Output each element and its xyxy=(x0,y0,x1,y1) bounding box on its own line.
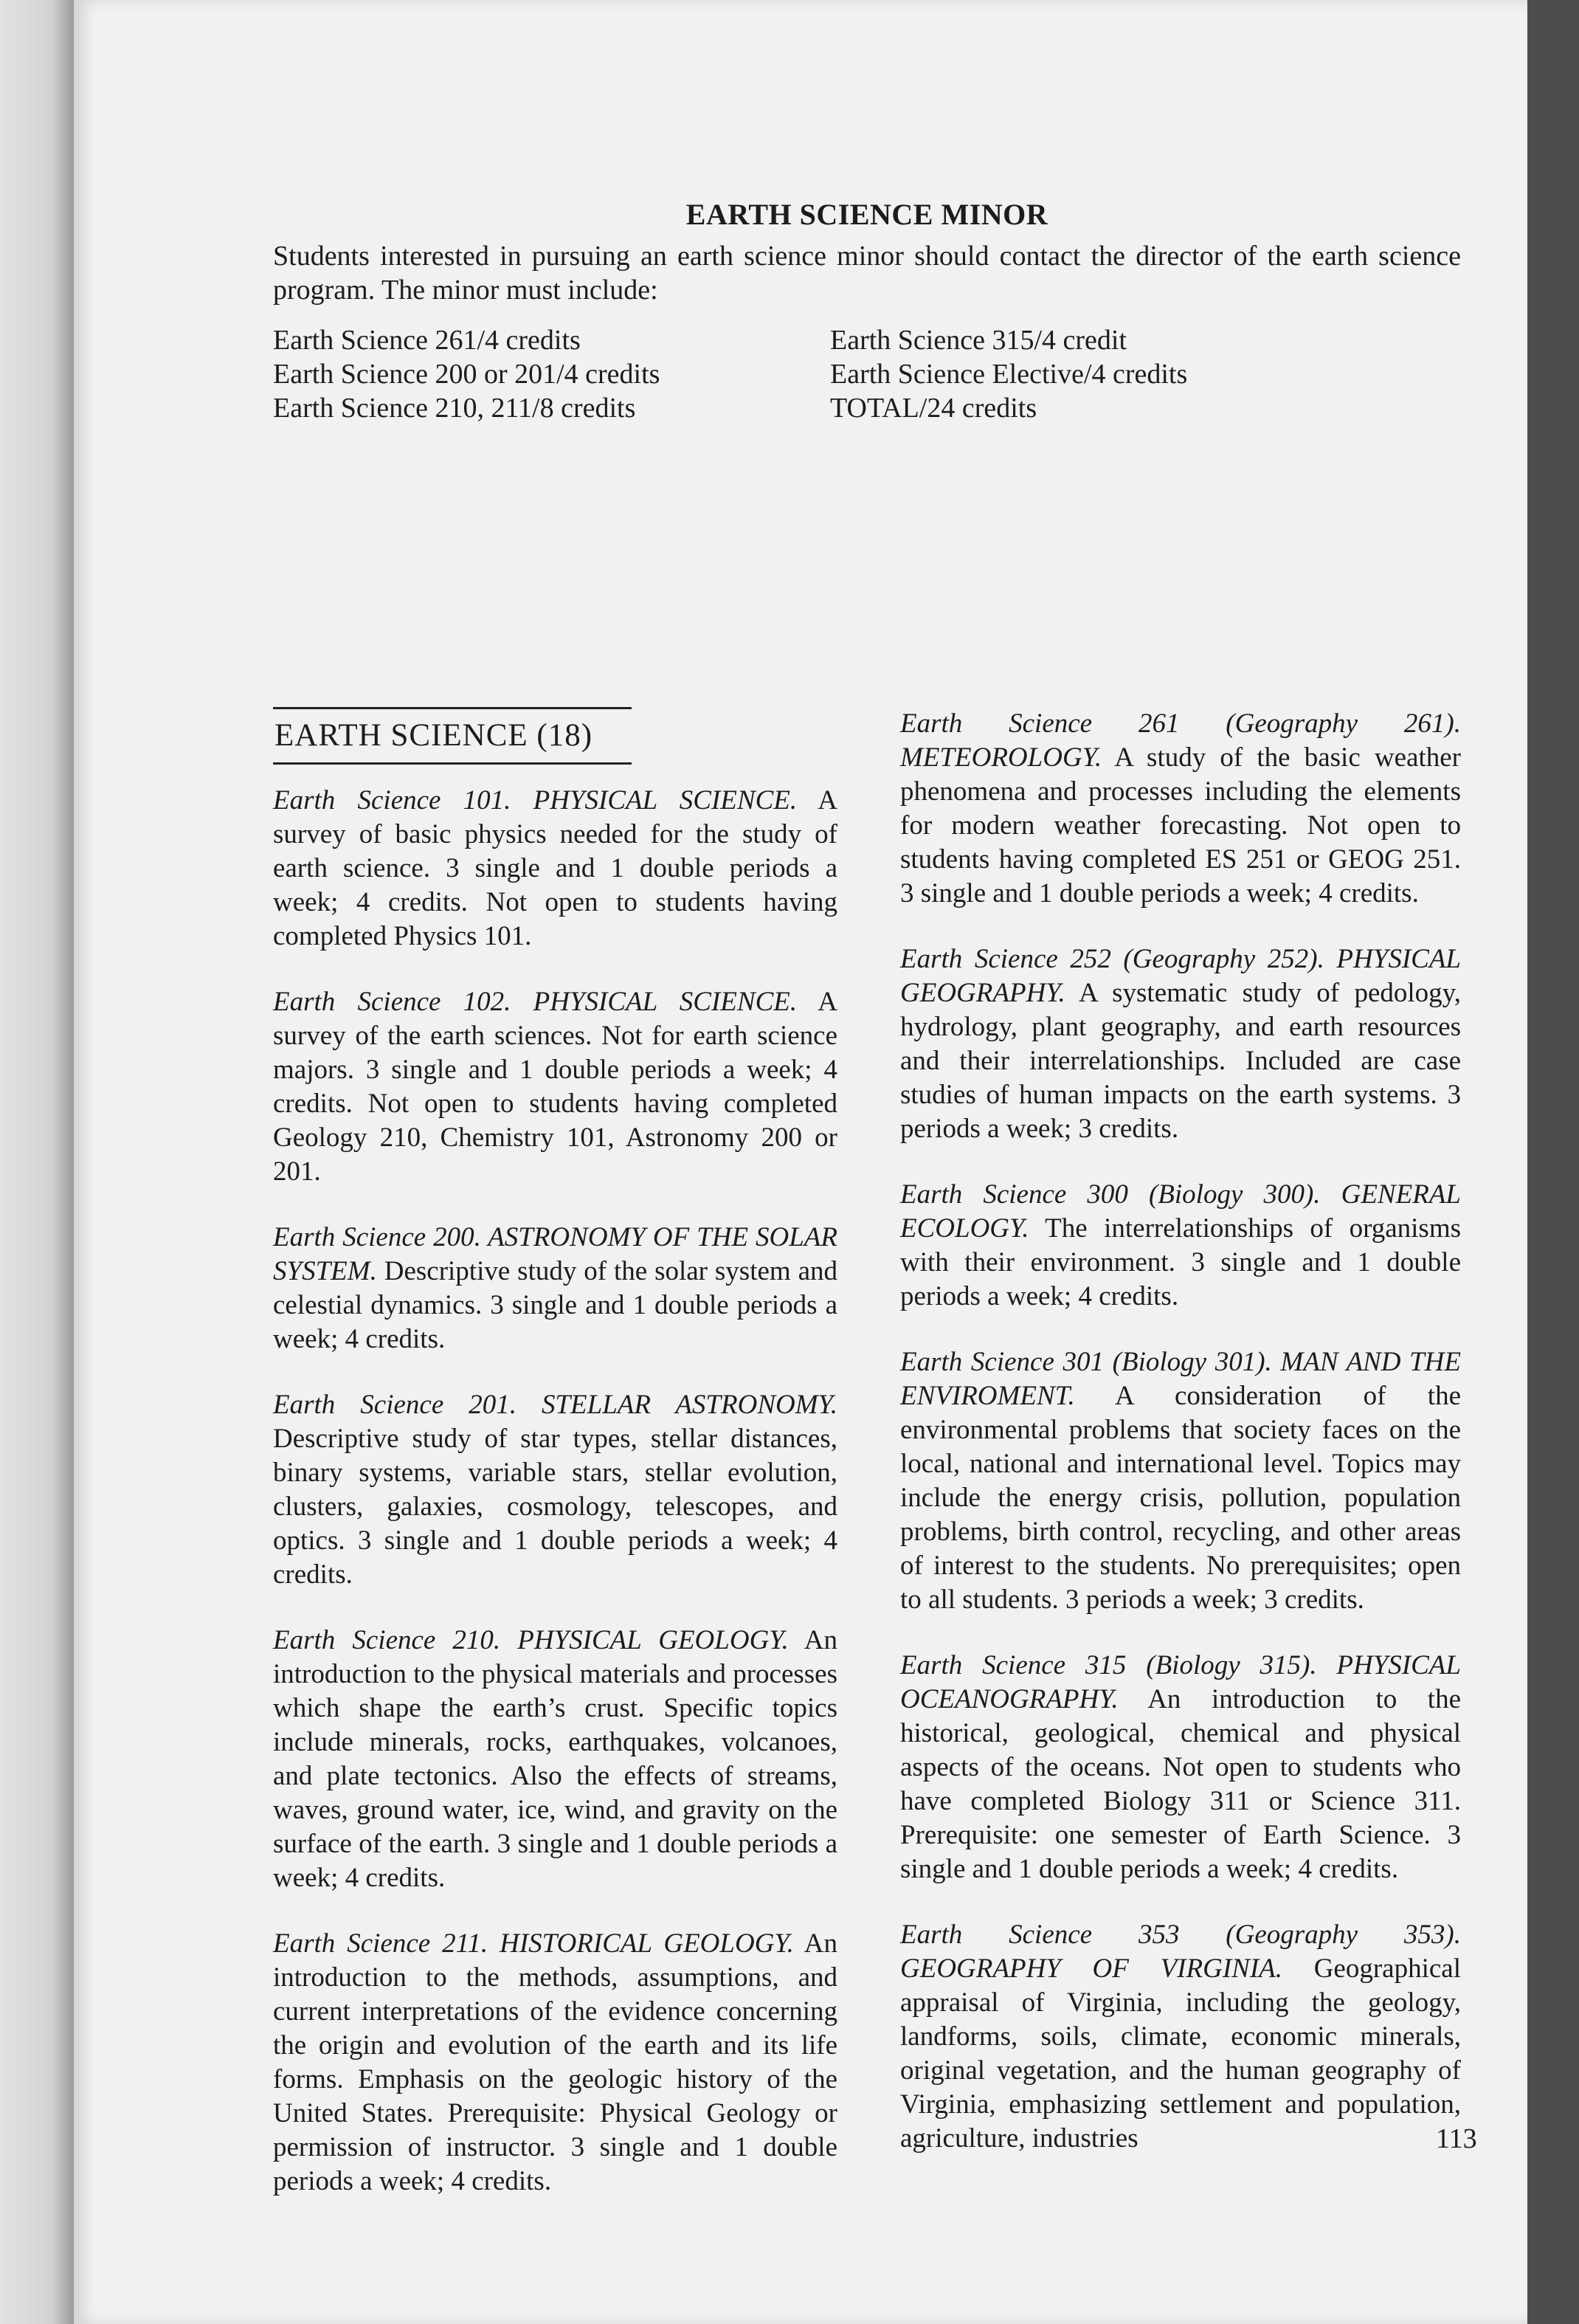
course-title: Earth Science 211. HISTORICAL GEOLOGY. xyxy=(273,1928,794,1959)
course-title: Earth Science 200. ASTRONOMY OF THE SOLAR SYSTEM. xyxy=(273,1222,837,1286)
course-description: An introduction to the historical, geological, chemical and physical aspects of the oceans. Not open to students who have completed Biology 311 or Science 311. Prerequisite: one semester of Earth Science. 3 single and 1 double periods a week; 4 credits. xyxy=(900,1684,1461,1884)
requirement-item: Earth Science 200 or 201/4 credits xyxy=(273,359,660,390)
course-description: A study of the basic weather phenomena and processes including the elements for modern weather forecasting. Not open to students having completed ES 251 or GEOG 251. 3 single and 1 double periods a week; 4 credits. xyxy=(900,742,1461,908)
department-heading: EARTH SCIENCE (18) xyxy=(273,707,632,765)
requirement-total: TOTAL/24 credits xyxy=(830,393,1037,424)
course-title: Earth Science 301 (Biology 301). MAN AND THE ENVIROMENT. xyxy=(900,1347,1461,1411)
course-title: Earth Science 201. STELLAR ASTRONOMY. xyxy=(273,1390,837,1420)
minor-title: EARTH SCIENCE MINOR xyxy=(685,198,1048,231)
minor-intro: Students interested in pursuing an earth science minor should contact the director of the earth science program. The minor must include: xyxy=(273,241,1461,306)
course-title: Earth Science 300 (Biology 300). GENERAL ECOLOGY. xyxy=(900,1179,1461,1244)
right-column xyxy=(900,707,1461,2230)
course-description: A survey of the earth sciences. Not for earth science majors. 3 single and 1 double periods a week; 4 credits. Not open to students having completed Geology 210, Chemistry 101, Astronomy 200 or 201. xyxy=(273,987,837,1187)
course-title: Earth Science 252 (Geography 252). PHYSICAL GEOGRAPHY. xyxy=(900,944,1461,1008)
course-title: Earth Science 315 (Biology 315). PHYSICAL OCEANOGRAPHY. xyxy=(900,1650,1461,1714)
requirement-item: Earth Science 315/4 credit xyxy=(830,325,1127,356)
course-title: Earth Science 210. PHYSICAL GEOLOGY. xyxy=(273,1625,789,1655)
course-title: Earth Science 261 (Geography 261). METEOROLOGY. xyxy=(900,708,1461,773)
course-entry xyxy=(273,1624,837,1895)
course-description: Descriptive study of star types, stellar distances, binary systems, variable stars, stellar evolution, clusters, galaxies, cosmology, telescopes, and optics. 3 single and 1 double periods a week; 4 credits. xyxy=(273,1424,837,1590)
scan-border xyxy=(1527,0,1579,2324)
course-title: Earth Science 102. PHYSICAL SCIENCE. xyxy=(273,987,798,1017)
minor-requirements xyxy=(273,323,1461,425)
course-entry xyxy=(273,1388,837,1592)
binding-edge xyxy=(0,0,74,2324)
catalog-page xyxy=(74,0,1527,2324)
course-entry xyxy=(900,707,1461,911)
course-description: An introduction to the methods, assumptions, and current interpretations of the evidence concerning the origin and evolution of the earth and its life forms. Emphasis on the geologic history of the United States. Prerequisite: Physical Geology or permission of instructor. 3 single and 1 double periods a week; 4 credits. xyxy=(273,1928,837,2196)
course-entry xyxy=(273,1927,837,2199)
requirement-item: Earth Science Elective/4 credits xyxy=(830,359,1188,390)
course-description: A systematic study of pedology, hydrology, plant geography, and earth resources and their interrelationships. Included are case studies of human impacts on the earth systems. 3 periods a week; 3 credits. xyxy=(900,978,1461,1144)
requirement-item: Earth Science 261/4 credits xyxy=(273,325,581,356)
course-entry xyxy=(900,1918,1461,2156)
course-entry xyxy=(900,1345,1461,1617)
course-columns xyxy=(273,707,1461,2230)
course-description: Geographical appraisal of Virginia, including the geology, landforms, soils, climate, economic minerals, original vegetation, and the human geography of Virginia, emphasizing settlement and population, agriculture, industries xyxy=(900,1954,1461,2154)
course-description: A consideration of the environmental problems that society faces on the local, national and international level. Topics may include the energy crisis, pollution, population problems, birth control, recycling, and other areas of interest to the students. No prerequisites; open to all students. 3 periods a week; 3 credits. xyxy=(900,1381,1461,1615)
course-entry xyxy=(900,942,1461,1146)
page-number: 113 xyxy=(1436,2123,1477,2154)
course-entry xyxy=(273,1221,837,1356)
course-description: The interrelationships of organisms with their environment. 3 single and 1 double periods a week; 4 credits. xyxy=(900,1213,1461,1311)
left-column xyxy=(273,707,837,2230)
course-description: A survey of basic physics needed for the study of earth science. 3 single and 1 double periods a week; 4 credits. Not open to students having completed Physics 101. xyxy=(273,785,837,951)
course-entry xyxy=(273,985,837,1189)
course-description: An introduction to the physical materials and processes which shape the earth’s crust. Specific topics include minerals, rocks, earthquakes, volcanoes, and plate tectonics. Also the effects of streams, waves, ground water, ice, wind, and gravity on the surface of the earth. 3 single and 1 double periods a week; 4 credits. xyxy=(273,1625,837,1893)
course-title: Earth Science 353 (Geography 353). GEOGRAPHY OF VIRGINIA. xyxy=(900,1920,1461,1984)
course-title: Earth Science 101. PHYSICAL SCIENCE. xyxy=(273,785,798,816)
course-description: Descriptive study of the solar system and celestial dynamics. 3 single and 1 double periods a week; 4 credits. xyxy=(273,1256,837,1354)
course-entry xyxy=(273,784,837,954)
requirement-item: Earth Science 210, 211/8 credits xyxy=(273,393,636,424)
course-entry xyxy=(900,1649,1461,1886)
course-entry xyxy=(900,1178,1461,1314)
